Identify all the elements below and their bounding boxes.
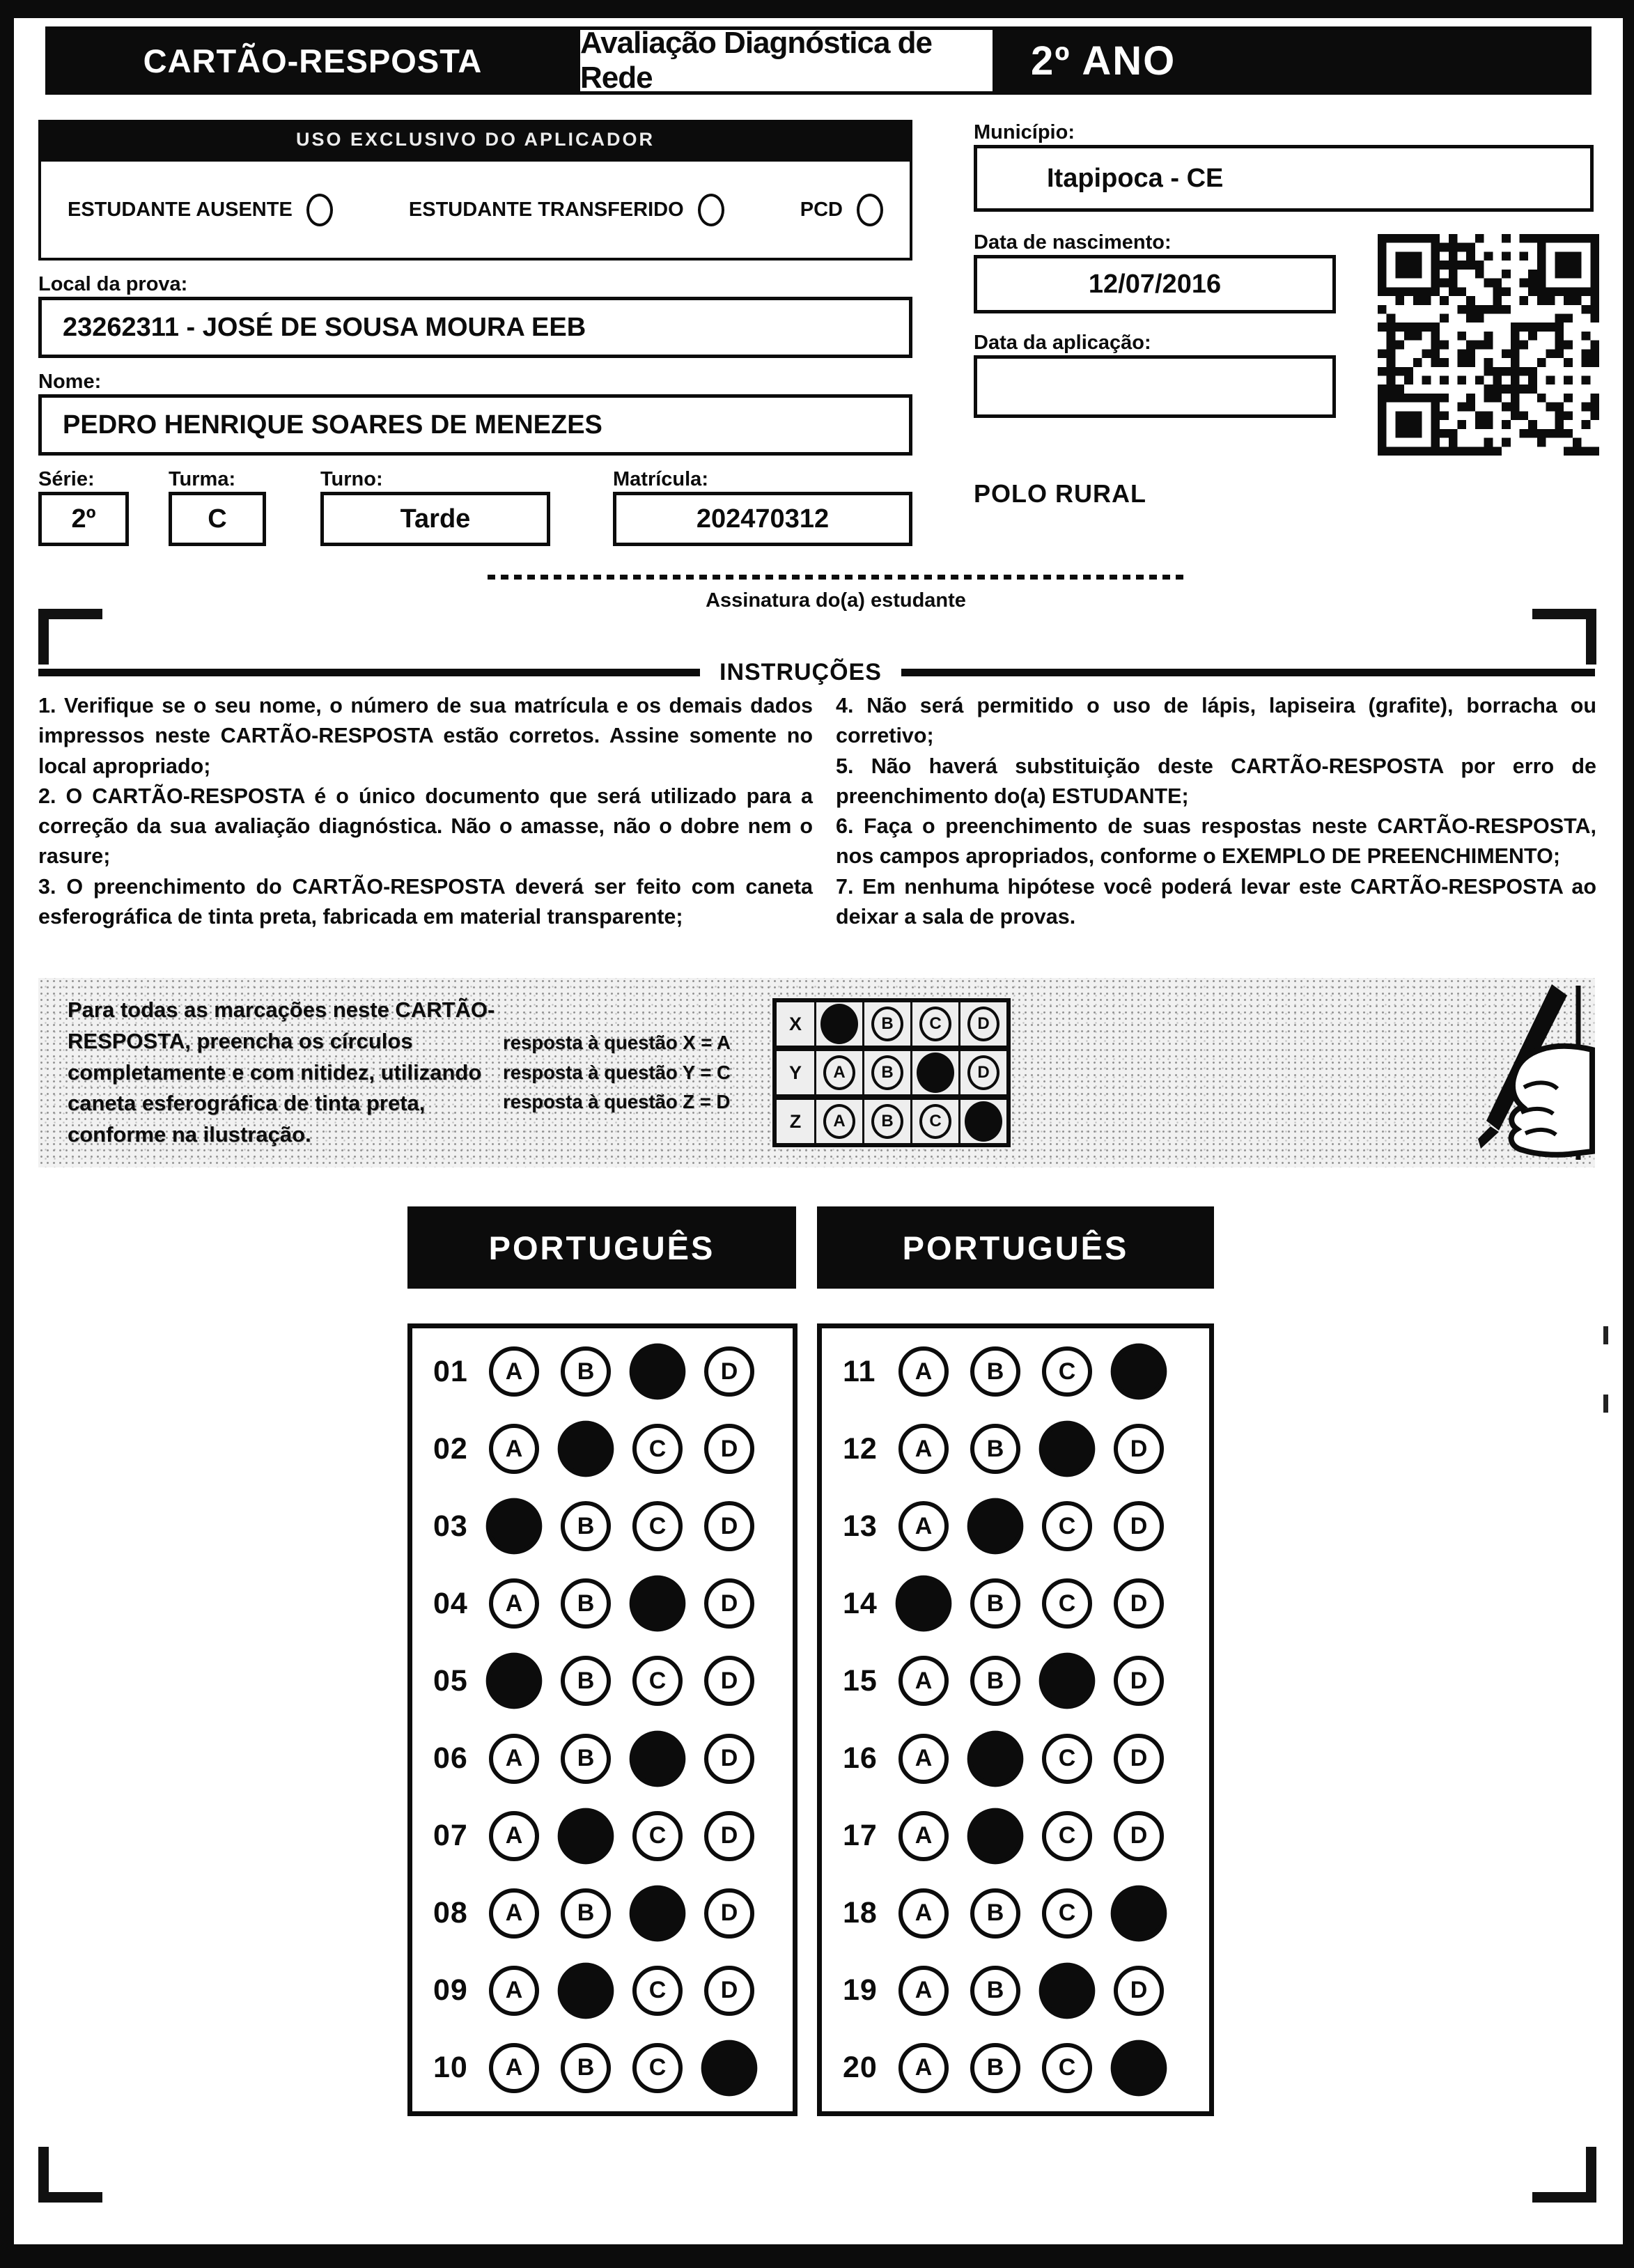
instruction-item: 6. Faça o preenchimento de suas respostas neste CARTÃO-RESPOSTA, nos campos apropriados, conforme o EXEMPLO DE PREENCHIMENTO;	[836, 814, 1596, 869]
applicator-option	[800, 194, 883, 226]
corner-mark-bottom-left	[38, 2147, 102, 2203]
question-row	[433, 2043, 786, 2093]
answer-bubble[interactable]	[1111, 1885, 1167, 1941]
question-number: 08	[433, 1896, 468, 1930]
applicator-options	[38, 159, 912, 261]
example-cell	[912, 1100, 958, 1143]
turma-label: Turma:	[169, 468, 236, 490]
answer-bubble[interactable]: C	[632, 1501, 683, 1551]
answer-bubble[interactable]: A	[898, 2043, 949, 2093]
answer-bubble[interactable]: C	[1042, 1734, 1092, 1784]
instruction-item: 7. Em nenhuma hipótese você poderá levar este CARTÃO-RESPOSTA ao deixar a sala de provas.	[836, 874, 1596, 929]
answer-bubble[interactable]	[558, 1808, 614, 1864]
turma-field	[169, 492, 266, 546]
question-number: 14	[843, 1586, 878, 1620]
example-row-label: X	[777, 1002, 814, 1046]
question-number: 01	[433, 1354, 468, 1388]
answer-bubble[interactable]: A	[489, 2043, 539, 2093]
example-cell	[816, 1002, 862, 1046]
answer-bubble[interactable]: A	[489, 1578, 539, 1629]
question-number: 17	[843, 1819, 878, 1853]
applicator-option	[68, 194, 333, 226]
applicator-option	[409, 194, 724, 226]
answer-bubble[interactable]: A	[489, 1424, 539, 1474]
answer-bubble[interactable]: D	[1114, 1734, 1164, 1784]
question-row	[843, 2043, 1202, 2093]
answer-bubble[interactable]: C	[632, 1656, 683, 1706]
municipio-label: Município:	[974, 121, 1075, 143]
turma-value: C	[208, 504, 227, 534]
answer-bubble[interactable]: C	[632, 1811, 683, 1861]
question-row	[433, 1811, 786, 1861]
rule-left	[38, 669, 700, 676]
answer-bubble[interactable]	[486, 1498, 543, 1555]
answer-bubble[interactable]	[630, 1344, 686, 1400]
example-cell	[864, 1100, 910, 1143]
section-box-1	[407, 1323, 797, 2116]
example-cell	[816, 1100, 862, 1143]
answer-bubble[interactable]: B	[970, 1424, 1020, 1474]
question-number: 12	[843, 1431, 878, 1466]
applicator-bar: USO EXCLUSIVO DO APLICADOR	[38, 120, 912, 159]
answer-bubble[interactable]: A	[489, 1811, 539, 1861]
answer-bubble[interactable]: A	[898, 1656, 949, 1706]
answer-bubble[interactable]: B	[970, 1656, 1020, 1706]
answer-bubble[interactable]	[1111, 1344, 1167, 1400]
local-value: 23262311 - JOSÉ DE SOUSA MOURA EEB	[63, 312, 586, 342]
answer-bubble[interactable]: D	[704, 1578, 754, 1629]
example-answer-line: resposta à questão Y = C	[503, 1061, 731, 1083]
example-cell	[960, 1051, 1006, 1094]
nome-label: Nome:	[38, 371, 102, 393]
question-number: 03	[433, 1509, 468, 1543]
answer-bubble[interactable]	[630, 1730, 686, 1787]
status-bubble[interactable]	[698, 194, 724, 226]
question-row	[843, 1888, 1202, 1939]
question-number: 19	[843, 1973, 878, 2007]
example-note: Para todas as marcações neste CARTÃO-RESPOSTA, preencha os círculos completamente e com nitidez, utilizando caneta esferográfica de tinta preta, conforme na ilustração.	[68, 997, 495, 1147]
instruction-item: 1. Verifique se o seu nome, o número de sua matrícula e os demais dados impressos neste CARTÃO-RESPOSTA estão corretos. Assine somente no local apropriado;	[38, 694, 813, 778]
aplicacao-field[interactable]	[974, 355, 1336, 418]
example-bubble: A	[823, 1055, 855, 1090]
example-bubble: C	[919, 1007, 951, 1041]
answer-bubble[interactable]	[630, 1885, 686, 1941]
answer-bubble[interactable]	[967, 1730, 1024, 1787]
status-bubble[interactable]	[306, 194, 333, 226]
question-number: 06	[433, 1741, 468, 1776]
answer-bubble[interactable]: C	[1042, 1811, 1092, 1861]
example-grid-row	[777, 1051, 1006, 1094]
turno-value: Tarde	[400, 504, 471, 534]
instruction-item: 5. Não haverá substituição deste CARTÃO-RESPOSTA por erro de preenchimento do(a) ESTUDANTE;	[836, 754, 1596, 808]
question-row	[843, 1734, 1202, 1784]
question-row	[433, 1966, 786, 2016]
answer-bubble[interactable]	[967, 1498, 1024, 1555]
example-grid	[772, 998, 1011, 1147]
answer-bubble[interactable]: C	[1042, 1578, 1092, 1629]
answer-bubble[interactable]: A	[489, 1888, 539, 1939]
example-answer-lines	[503, 1028, 743, 1117]
answer-bubble[interactable]: D	[1114, 1578, 1164, 1629]
answer-bubble[interactable]	[1039, 1653, 1096, 1709]
answer-bubble[interactable]: C	[1042, 2043, 1092, 2093]
answer-bubble[interactable]: A	[489, 1346, 539, 1397]
example-grid-row	[777, 1100, 1006, 1143]
answer-bubble[interactable]: A	[898, 1966, 949, 2016]
answer-bubble[interactable]: B	[970, 2043, 1020, 2093]
instructions-right-column	[836, 691, 1596, 932]
corner-mark-top-right	[1532, 609, 1596, 665]
section-header-2: PORTUGUÊS	[817, 1206, 1214, 1289]
answer-bubble[interactable]: B	[970, 1966, 1020, 2016]
example-bubble: B	[871, 1055, 903, 1090]
example-cell	[816, 1051, 862, 1094]
corner-mark-bottom-right	[1532, 2147, 1596, 2203]
example-bubble: A	[823, 1104, 855, 1139]
answer-bubble[interactable]: D	[704, 1888, 754, 1939]
answer-bubble[interactable]: D	[704, 1424, 754, 1474]
municipio-field	[974, 145, 1594, 212]
question-number: 16	[843, 1741, 878, 1776]
question-number: 20	[843, 2051, 878, 2085]
answer-bubble[interactable]: B	[561, 1346, 611, 1397]
section-header-1: PORTUGUÊS	[407, 1206, 796, 1289]
question-number: 15	[843, 1663, 878, 1698]
answer-bubble[interactable]: D	[1114, 1501, 1164, 1551]
corner-mark-top-left	[38, 609, 102, 665]
answer-bubble[interactable]: B	[561, 1578, 611, 1629]
question-number: 09	[433, 1973, 468, 2007]
assessment-title: Avaliação Diagnóstica de Rede	[580, 26, 993, 95]
example-answer-line: resposta à questão Z = D	[503, 1091, 731, 1113]
nascimento-field	[974, 255, 1336, 313]
question-number: 04	[433, 1586, 468, 1620]
answer-bubble[interactable]: C	[632, 2043, 683, 2093]
serie-label: Série:	[38, 468, 95, 490]
turno-label: Turno:	[320, 468, 383, 490]
example-cell	[912, 1051, 958, 1094]
example-bubble: B	[871, 1007, 903, 1041]
answer-bubble[interactable]	[1111, 2040, 1167, 2097]
example-cell	[864, 1051, 910, 1094]
answer-bubble[interactable]: C	[1042, 1888, 1092, 1939]
matricula-value: 202470312	[696, 504, 830, 534]
answer-bubble[interactable]: B	[561, 1501, 611, 1551]
question-row	[843, 1811, 1202, 1861]
answer-bubble[interactable]: D	[1114, 1811, 1164, 1861]
instructions-title: INSTRUÇÕES	[719, 659, 882, 685]
answer-bubble[interactable]: A	[898, 1734, 949, 1784]
header	[45, 26, 1592, 95]
example-cell	[864, 1002, 910, 1046]
municipio-value: Itapipoca - CE	[1047, 163, 1224, 193]
serie-field	[38, 492, 129, 546]
nascimento-label: Data de nascimento:	[974, 231, 1172, 254]
answer-bubble[interactable]: A	[489, 1966, 539, 2016]
answer-bubble[interactable]: A	[898, 1811, 949, 1861]
question-number: 18	[843, 1896, 878, 1930]
answer-bubble[interactable]: D	[1114, 1966, 1164, 2016]
question-number: 07	[433, 1819, 468, 1853]
question-row	[843, 1578, 1202, 1629]
nome-field	[38, 394, 912, 456]
grade-badge: 2º ANO	[993, 26, 1592, 95]
status-bubble[interactable]	[857, 194, 883, 226]
answer-bubble[interactable]	[701, 2040, 758, 2097]
answer-bubble[interactable]: B	[970, 1578, 1020, 1629]
matricula-field	[613, 492, 912, 546]
answer-bubble[interactable]: D	[704, 1501, 754, 1551]
example-row-label: Y	[777, 1051, 814, 1094]
example-bubble: D	[967, 1007, 999, 1041]
question-number: 05	[433, 1663, 468, 1698]
applicator-option-label: ESTUDANTE TRANSFERIDO	[408, 198, 684, 221]
question-row	[433, 1734, 786, 1784]
filled-mark	[820, 1004, 858, 1044]
question-row	[433, 1346, 786, 1397]
aplicacao-label: Data da aplicação:	[974, 332, 1151, 354]
question-row	[433, 1424, 786, 1474]
question-row	[843, 1346, 1202, 1397]
answer-bubble[interactable]: D	[704, 1811, 754, 1861]
answer-bubble[interactable]	[1039, 1963, 1096, 2019]
question-number: 02	[433, 1431, 468, 1466]
example-cell	[960, 1100, 1006, 1143]
question-row	[433, 1501, 786, 1551]
instruction-item: 2. O CARTÃO-RESPOSTA é o único documento que será utilizado para a correção da sua avaliação diagnóstica. Não o amasse, não o dobre nem o rasure;	[38, 784, 813, 869]
answer-bubble[interactable]: D	[1114, 1656, 1164, 1706]
card-title: CARTÃO-RESPOSTA	[45, 26, 580, 95]
rule-right	[901, 669, 1595, 676]
applicator-option-label: ESTUDANTE AUSENTE	[68, 198, 293, 221]
question-row	[843, 1424, 1202, 1474]
question-row	[433, 1656, 786, 1706]
signature-label: Assinatura do(a) estudante	[706, 589, 966, 612]
example-bubble: D	[967, 1055, 999, 1090]
nascimento-value: 12/07/2016	[1088, 269, 1222, 299]
polo-label: POLO RURAL	[974, 479, 1146, 508]
edge-tick	[1603, 1326, 1608, 1344]
answer-bubble[interactable]: A	[489, 1734, 539, 1784]
answer-bubble[interactable]	[967, 1808, 1024, 1864]
answer-bubble[interactable]: C	[1042, 1501, 1092, 1551]
answer-bubble[interactable]: B	[970, 1346, 1020, 1397]
turno-field	[320, 492, 550, 546]
answer-bubble[interactable]: D	[704, 1734, 754, 1784]
answer-bubble[interactable]: B	[970, 1888, 1020, 1939]
example-cell	[960, 1002, 1006, 1046]
answer-bubble[interactable]	[558, 1963, 614, 2019]
example-bubble: C	[919, 1104, 951, 1139]
question-row	[843, 1966, 1202, 2016]
signature-line[interactable]	[488, 575, 1184, 580]
answer-bubble[interactable]: D	[704, 1966, 754, 2016]
hand-pen-illustration	[1011, 983, 1595, 1163]
answer-bubble[interactable]: D	[704, 1346, 754, 1397]
answer-bubble[interactable]	[1039, 1421, 1096, 1477]
filled-mark	[917, 1053, 954, 1093]
question-number: 10	[433, 2051, 468, 2085]
answer-bubble[interactable]: A	[898, 1346, 949, 1397]
example-answer-line: resposta à questão X = A	[503, 1032, 731, 1054]
answer-bubble[interactable]: C	[632, 1966, 683, 2016]
instruction-item: 4. Não será permitido o uso de lápis, lapiseira (grafite), borracha ou corretivo;	[836, 694, 1596, 748]
instructions-header	[38, 659, 1595, 686]
answer-bubble[interactable]: D	[1114, 1424, 1164, 1474]
answer-bubble[interactable]: A	[898, 1424, 949, 1474]
qr-code	[1378, 234, 1599, 456]
edge-tick	[1603, 1395, 1608, 1413]
example-row-label: Z	[777, 1100, 814, 1143]
answer-bubble[interactable]: C	[632, 1424, 683, 1474]
answer-bubble[interactable]: B	[561, 1734, 611, 1784]
answer-bubble[interactable]: A	[898, 1888, 949, 1939]
serie-value: 2º	[71, 504, 96, 534]
filled-mark	[965, 1101, 1002, 1142]
answer-bubble[interactable]: D	[704, 1656, 754, 1706]
section-box-2	[817, 1323, 1214, 2116]
answer-bubble[interactable]: A	[898, 1501, 949, 1551]
applicator-option-label: PCD	[800, 198, 843, 221]
question-row	[843, 1501, 1202, 1551]
answer-bubble[interactable]	[630, 1576, 686, 1632]
question-row	[433, 1888, 786, 1939]
question-row	[843, 1656, 1202, 1706]
question-row	[433, 1578, 786, 1629]
question-number: 11	[843, 1354, 876, 1388]
answer-bubble[interactable]: C	[1042, 1346, 1092, 1397]
answer-bubble[interactable]	[558, 1421, 614, 1477]
matricula-label: Matrícula:	[613, 468, 708, 490]
instructions-left-column	[38, 691, 813, 932]
nome-value: PEDRO HENRIQUE SOARES DE MENEZES	[63, 410, 602, 440]
example-cell	[912, 1002, 958, 1046]
question-number: 13	[843, 1509, 878, 1543]
example-bubble: B	[871, 1104, 903, 1139]
answer-bubble[interactable]: B	[561, 1888, 611, 1939]
instruction-item: 3. O preenchimento do CARTÃO-RESPOSTA deverá ser feito com caneta esferográfica de tinta preta, fabricada em material transparente;	[38, 874, 813, 929]
answer-bubble[interactable]	[896, 1576, 952, 1632]
local-field	[38, 297, 912, 358]
local-label: Local da prova:	[38, 273, 188, 295]
example-grid-row	[777, 1002, 1006, 1046]
answer-bubble[interactable]	[486, 1653, 543, 1709]
example-band	[38, 978, 1595, 1167]
answer-bubble[interactable]: B	[561, 1656, 611, 1706]
answer-bubble[interactable]: B	[561, 2043, 611, 2093]
